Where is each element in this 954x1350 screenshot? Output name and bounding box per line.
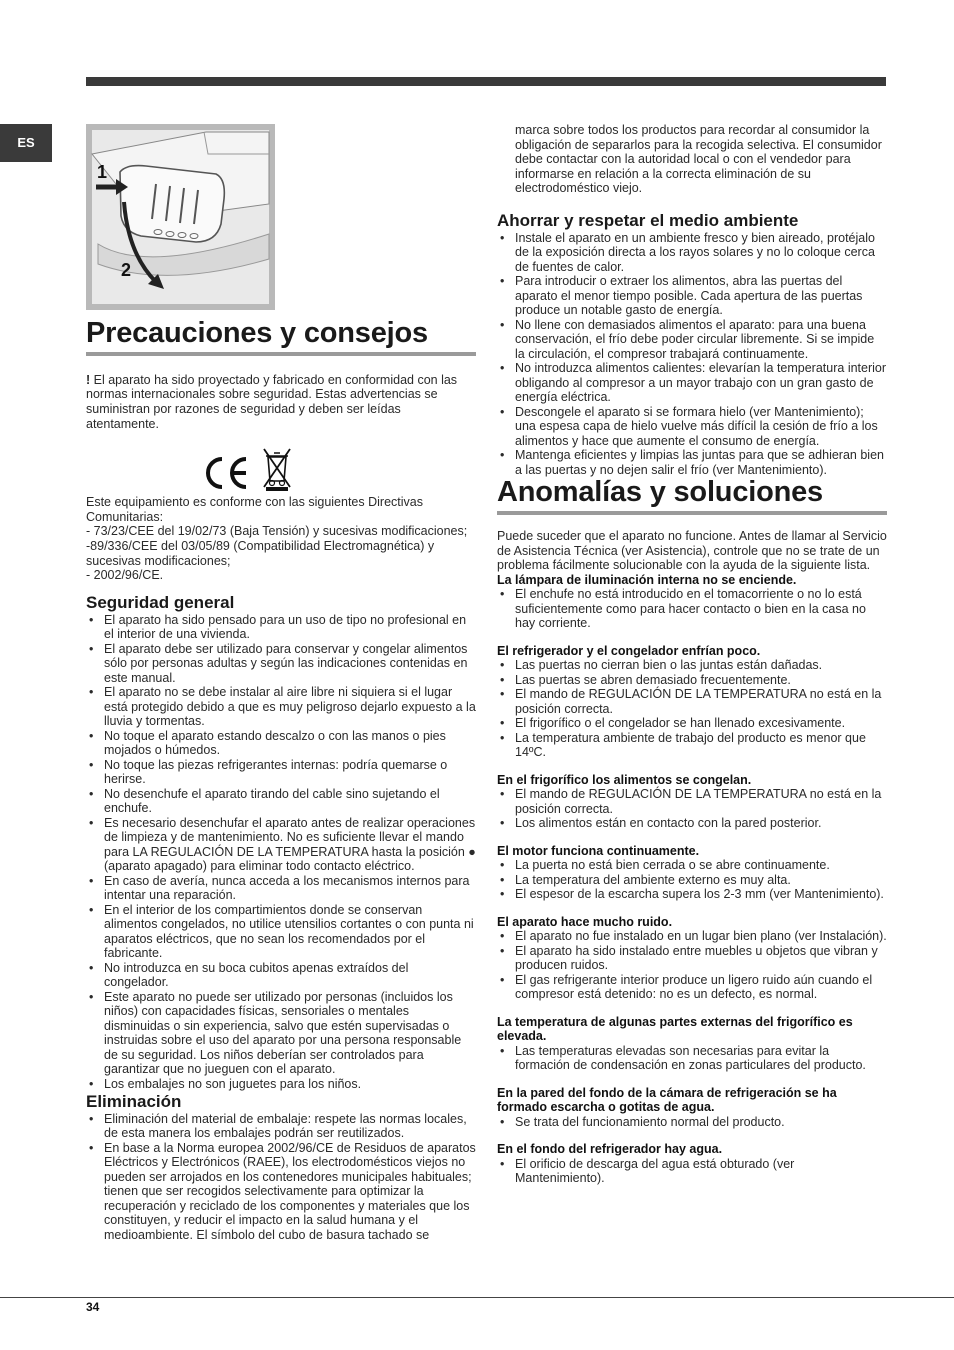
intro-text: El aparato ha sido proyectado y fabricado en conformidad con las normas internacionales sobre seguridad. Estas advertencias se suministran por razones de seguridad y deben ser leídas atentamente. (86, 372, 458, 431)
list-item: • No toque las piezas refrigerantes internas: podría quemarse o herirse. (86, 758, 476, 787)
list-item: • Las puertas se abren demasiado frecuentemente. (497, 673, 887, 688)
list-item: • El frigorífico o el congelador se han llenado excesivamente. (497, 716, 887, 731)
section-title-anomalias: Anomalías y soluciones (497, 477, 887, 515)
section-title-precauciones: Precauciones y consejos (86, 318, 476, 356)
problem-block (497, 1015, 887, 1073)
problem-block (497, 1142, 887, 1186)
list-item: • No introduzca en su boca cubitos apenas extraídos del congelador. (86, 961, 476, 990)
list-item: • Se trata del funcionamiento normal del producto. (497, 1115, 887, 1130)
problem-title: El refrigerador y el congelador enfrían poco. (497, 643, 761, 658)
problem-title: El motor funciona continuamente. (497, 843, 700, 858)
list-item: • Descongele el aparato si se formara hielo (ver Mantenimiento); una espesa capa de hielo vuelve más difícil la cesión de frío a los alimentos y hace que aumente el consumo de energía. (497, 405, 887, 449)
crossed-bin-icon (262, 447, 292, 491)
list-item: • En el interior de los compartimientos donde se conservan alimentos congelados, no utilice utensilios cortantes o con punta ni aparatos eléctricos, que no sean los recomendados por el fabricante. (86, 903, 476, 961)
list-item: • El espesor de la escarcha supera los 2-3 mm (ver Mantenimiento). (497, 887, 887, 902)
intro-paragraph (86, 373, 476, 431)
right-column (497, 123, 887, 1186)
list-item: • El mando de REGULACIÓN DE LA TEMPERATURA no está en la posición correcta. (497, 687, 887, 716)
heading-ahorrar: Ahorrar y respetar el medio ambiente (497, 210, 799, 230)
eliminacion-list (86, 1112, 476, 1243)
header-bar (86, 77, 886, 86)
directive-line: -89/336/CEE del 03/05/89 (Compatibilidad Electromagnética) y sucesivas modificaciones; (86, 539, 435, 568)
list-item: • Eliminación del material de embalaje: respete las normas locales, de esta manera los embalajes podrán ser reutilizados. (86, 1112, 476, 1141)
figure-label-1: 1 (97, 162, 108, 182)
list-item: • Mantenga eficientes y limpias las juntas para que se adhieran bien a las puertas y no dejen salir el frío (ver Mantenimiento). (497, 448, 887, 477)
list-item: • No introduzca alimentos calientes: elevarían la temperatura interior obligando al compresor a un mayor trabajo con un gran gasto de energía eléctrica. (497, 361, 887, 405)
list-item: • Los embalajes no son juguetes para los niños. (86, 1077, 476, 1092)
list-item: • Las puertas no cierran bien o las juntas están dañadas. (497, 658, 887, 673)
heading-seguridad-general: Seguridad general (86, 592, 235, 612)
list-item: • En base a la Norma europea 2002/96/CE de Residuos de aparatos Eléctricos y Electrónicos (RAEE), los electrodomésticos viejos no pueden ser arrojados en los contenedores municipales habituales; tienen que ser recogidos selectivamente para optimizar la recuperación y reciclado de los componentes y materiales que los constituyen, y reducir el impacto en la salud humana y el medioambiente. El símbolo del cubo de basura tachado se (86, 1141, 476, 1243)
directives-block (86, 495, 476, 583)
problem-block (497, 773, 887, 831)
list-item: • El aparato debe ser utilizado para conservar y congelar alimentos sólo por personas adultas y según las indicaciones contenidas en este manual. (86, 642, 476, 686)
list-item: • Las temperaturas elevadas son necesarias para evitar la formación de condensación en zonas particulares del producto. (497, 1044, 887, 1073)
problem-title: La temperatura de algunas partes externas del frigorífico es elevada. (497, 1014, 853, 1044)
list-item: • En caso de avería, nunca acceda a los mecanismos internos para intentar una reparación. (86, 874, 476, 903)
problem-block (497, 1086, 887, 1130)
list-item: • El orificio de descarga del agua está obturado (ver Mantenimiento). (497, 1157, 887, 1186)
directive-line: Este equipamiento es conforme con las siguientes Directivas Comunitarias: (86, 495, 423, 524)
problem-title: El aparato hace mucho ruido. (497, 914, 673, 929)
list-item: • Es necesario desenchufar el aparato antes de realizar operaciones de limpieza y de mantenimiento. No es suficiente llevar el mando para LA REGULACIÓN DE LA TEMPERATURA hasta la posición ● (aparato apagado) para eliminar todo contacto eléctrico. (86, 816, 476, 874)
problem-title: En el frigorífico los alimentos se congelan. (497, 772, 752, 787)
warning-mark: ! (86, 372, 91, 387)
page-number: 34 (86, 1300, 100, 1314)
problem-title: En el fondo del refrigerador hay agua. (497, 1142, 723, 1157)
problem-block (497, 573, 887, 631)
list-item: • El aparato no fue instalado en un lugar bien plano (ver Instalación). (497, 929, 887, 944)
left-column (86, 318, 476, 1242)
seguridad-list (86, 613, 476, 1092)
ahorrar-list (497, 231, 887, 478)
problem-title: La lámpara de iluminación interna no se enciende. (497, 572, 797, 587)
eliminacion-continuation: marca sobre todos los productos para recordar al consumidor la obligación de separarlos para la recogida selectiva. El consumidor debe contactar con la autoridad local o con el vendedor para informarse en relación a la correcta eliminación de su electrodoméstico viejo. (515, 123, 882, 196)
list-item: • El aparato no se debe instalar al aire libre ni siquiera si el lugar está protegido debido a que es muy peligroso dejarlo expuesto a la lluvia y tormentas. (86, 685, 476, 729)
list-item: • No toque el aparato estando descalzo o con las manos o pies mojados o húmedos. (86, 729, 476, 758)
problem-block (497, 644, 887, 760)
list-item: • La temperatura ambiente de trabajo del producto es menor que 14ºC. (497, 731, 887, 760)
directive-line: - 73/23/CEE del 19/02/73 (Baja Tensión) y sucesivas modificaciones; (86, 524, 468, 539)
conformity-marks (202, 439, 476, 491)
figure-label-2: 2 (121, 260, 132, 280)
ce-mark-icon (202, 455, 250, 491)
list-item: • Este aparato no puede ser utilizado por personas (incluidos los niños) con capacidades físicas, sensoriales o mentales disminuidas o sin experiencia, salvo que estén supervisadas o instruidas sobre el uso del aparato por una persona responsable de su seguridad. Los niños deberían ser controlados para garantizar que no jueguen con el aparato. (86, 990, 476, 1077)
directive-line: - 2002/96/CE. (86, 568, 164, 583)
footer-rule (0, 1297, 954, 1298)
list-item: • Instale el aparato en un ambiente fresco y bien aireado, protéjalo de la exposición directa a los rayos solares y no lo coloque cerca de fuentes de calor. (497, 231, 887, 275)
list-item: • No desenchufe el aparato tirando del cable sino sujetando el enchufe. (86, 787, 476, 816)
problem-title: En la pared del fondo de la cámara de refrigeración se ha formado escarcha o gotitas de agua. (497, 1085, 837, 1115)
list-item: • El gas refrigerante interior produce un ligero ruido aún cuando el compresor está detenido: no es un defecto, es normal. (497, 973, 887, 1002)
problem-block (497, 915, 887, 1002)
list-item: • La puerta no está bien cerrada o se abre continuamente. (497, 858, 887, 873)
lamp-cover-drawing (86, 124, 275, 310)
list-item: • El aparato ha sido instalado entre muebles u objetos que vibran y producen ruidos. (497, 944, 887, 973)
list-item: • La temperatura del ambiente externo es muy alta. (497, 873, 887, 888)
heading-eliminacion: Eliminación (86, 1092, 182, 1112)
problem-block (497, 844, 887, 902)
anomalias-intro: Puede suceder que el aparato no funcione. Antes de llamar al Servicio de Asistencia Técnica (ver Asistencia), controle que no se trate de un problema fácilmente solucionable con la ayuda de la siguiente lista. (497, 529, 887, 573)
list-item: • El mando de REGULACIÓN DE LA TEMPERATURA no está en la posición correcta. (497, 787, 887, 816)
list-item: • El aparato ha sido pensado para un uso de tipo no profesional en el interior de una vivienda. (86, 613, 476, 642)
list-item: • Los alimentos están en contacto con la pared posterior. (497, 816, 887, 831)
lamp-cover-illustration (86, 124, 275, 310)
list-item: • Para introducir o extraer los alimentos, abra las puertas del aparato el menor tiempo posible. Cada apertura de las puertas produce un notable gasto de energía. (497, 274, 887, 318)
language-tab: ES (0, 124, 52, 162)
list-item: • El enchufe no está introducido en el tomacorriente o no lo está suficientemente como para hacer contacto o bien en la casa no hay corriente. (497, 587, 887, 631)
list-item: • No llene con demasiados alimentos el aparato: para una buena conservación, el frío debe poder circular libremente. Si se impide la circulación, el compresor trabajará continuamente. (497, 318, 887, 362)
